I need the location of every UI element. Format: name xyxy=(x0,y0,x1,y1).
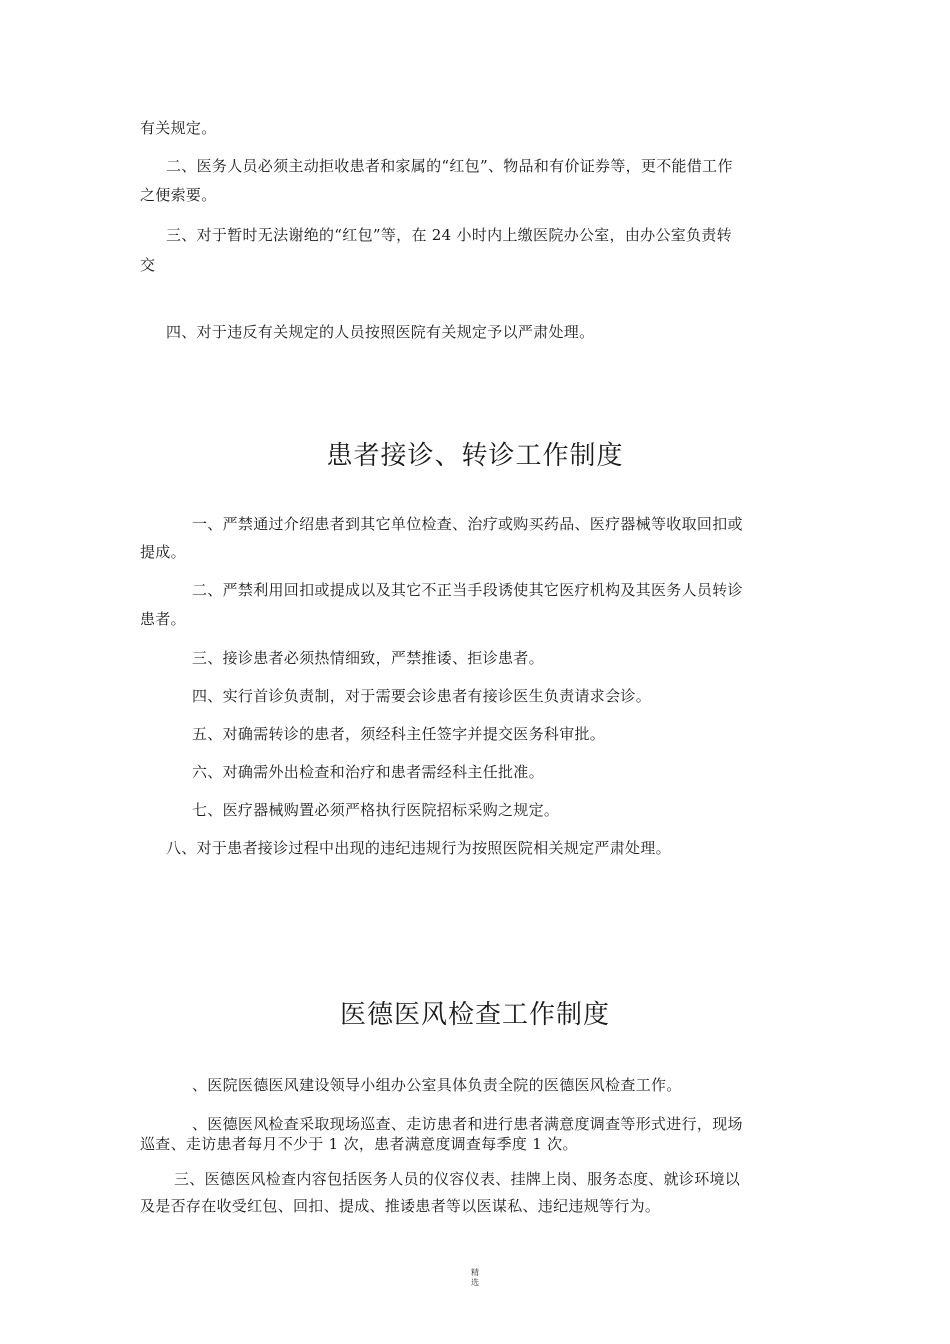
section-1-item-4: 四、实行首诊负责制，对于需要会诊患者有接诊医生负责请求会诊。 xyxy=(192,687,652,705)
section-1-title: 患者接诊、转诊工作制度 xyxy=(326,441,624,471)
section-1-item-7: 七、医疗器械购置必须严格执行医院招标采购之规定。 xyxy=(192,801,560,819)
intro-item-2-line-1: 二、医务人员必须主动拒收患者和家属的“红包”、物品和有价证券等，更不能借工作 xyxy=(166,157,733,175)
intro-item-3-line-1: 三、对于暂时无法谢绝的“红包”等，在 24 小时内上缴医院办公室，由办公室负责转 xyxy=(166,226,732,244)
footer-mark-1: 精 xyxy=(471,1268,479,1277)
section-1-item-1-line-2: 提成。 xyxy=(140,543,186,561)
section-1-item-5: 五、对确需转诊的患者，须经科主任签字并提交医务科审批。 xyxy=(192,725,606,743)
section-1-item-2-line-1: 二、严禁利用回扣或提成以及其它不正当手段诱使其它医疗机构及其医务人员转诊 xyxy=(192,581,743,599)
intro-item-2-line-2: 之便索要。 xyxy=(140,186,217,204)
section-1-item-1-line-1: 一、严禁通过介绍患者到其它单位检查、治疗或购买药品、医疗器械等收取回扣或 xyxy=(192,515,743,533)
section-1-item-3: 三、接诊患者必须热情细致，严禁推诿、拒诊患者。 xyxy=(192,649,544,667)
section-1-item-8: 八、对于患者接诊过程中出现的违纪违规行为按照医院相关规定严肃处理。 xyxy=(166,839,671,857)
footer-mark-2: 选 xyxy=(471,1278,479,1287)
section-2-item-1: 、医院医德医风建设领导小组办公室具体负责全院的医德医风检查工作。 xyxy=(192,1076,682,1094)
section-2-item-2-line-1: 、医德医风检查采取现场巡查、走访患者和进行患者满意度调查等形式进行，现场 xyxy=(192,1115,743,1133)
section-2-item-3-line-2: 及是否存在收受红包、回扣、提成、推诿患者等以医谋私、违纪违规等行为。 xyxy=(140,1197,661,1215)
intro-line-1: 有关规定。 xyxy=(140,119,217,137)
section-1-item-6: 六、对确需外出检查和治疗和患者需经科主任批准。 xyxy=(192,763,544,781)
section-2-item-3-line-1: 三、医德医风检查内容包括医务人员的仪容仪表、挂牌上岗、服务态度、就诊环境以 xyxy=(174,1170,741,1188)
section-2-item-2-line-2: 巡查、走访患者每月不少于 1 次，患者满意度调查每季度 1 次。 xyxy=(140,1135,578,1153)
intro-item-3-line-2: 交 xyxy=(140,256,156,274)
section-1-item-2-line-2: 患者。 xyxy=(140,610,186,628)
section-2-title: 医德医风检查工作制度 xyxy=(339,1000,610,1030)
intro-item-4: 四、对于违反有关规定的人员按照医院有关规定予以严肃处理。 xyxy=(166,323,595,341)
